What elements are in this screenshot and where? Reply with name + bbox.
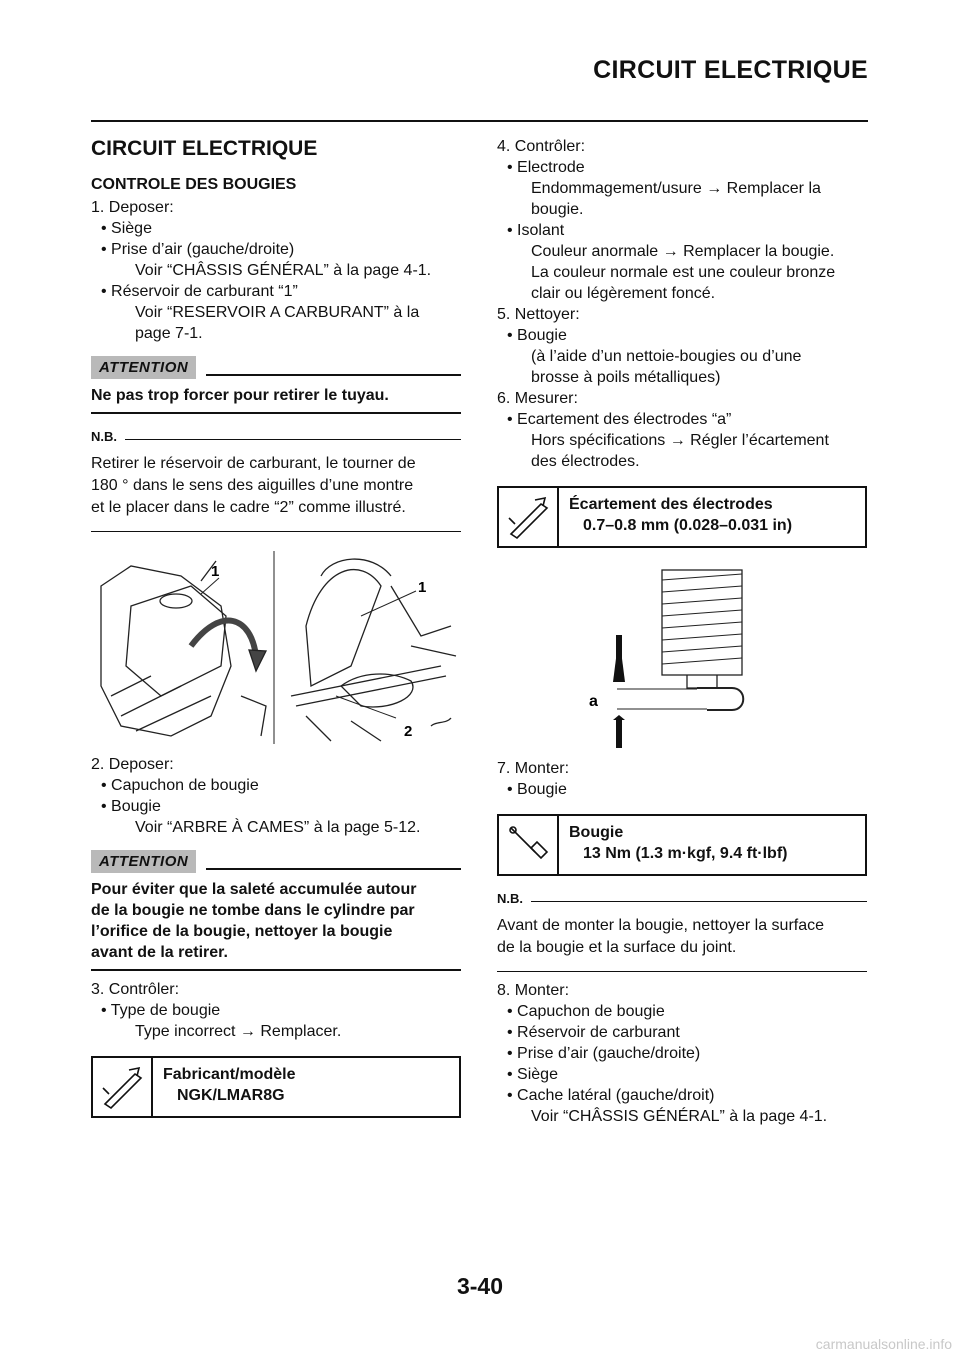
step-4-detail: La couleur normale est une couleur bronze bbox=[531, 264, 836, 281]
caliper-icon bbox=[499, 488, 559, 546]
step-6-heading: 6. Mesurer: bbox=[497, 390, 578, 407]
note-rule bbox=[125, 439, 461, 440]
step-2-item: • Capuchon de bougie bbox=[101, 777, 259, 794]
step-8-item: • Réservoir de carburant bbox=[507, 1024, 680, 1041]
step-2-item: • Bougie bbox=[101, 798, 161, 815]
step-8-heading: 8. Monter: bbox=[497, 982, 570, 999]
note-label: N.B. bbox=[497, 891, 523, 906]
spec-box-electrode-gap bbox=[497, 486, 867, 548]
step-8-item: • Capuchon de bougie bbox=[507, 1003, 665, 1020]
step-1-ref: page 7-1. bbox=[135, 325, 203, 342]
subsection-title: CONTROLE DES BOUGIES bbox=[91, 176, 297, 193]
spec-label: Écartement des électrodes bbox=[569, 496, 773, 513]
note-header bbox=[91, 426, 461, 447]
spec-text bbox=[559, 816, 787, 874]
spec-text bbox=[559, 488, 792, 546]
step-6-item: • Ecartement des électrodes “a” bbox=[507, 411, 732, 428]
step-3-ref: Type incorrect → Remplacer. bbox=[135, 1023, 342, 1040]
step-4-item: • Isolant bbox=[507, 222, 565, 239]
step-8-item: • Siège bbox=[507, 1066, 558, 1083]
step-5-detail: brosse à poils métalliques) bbox=[531, 369, 721, 386]
attention-header bbox=[91, 356, 461, 379]
spec-box-plug-type bbox=[91, 1056, 461, 1118]
attention-rule bbox=[206, 868, 461, 870]
watermark: carmanualsonline.info bbox=[815, 1336, 952, 1352]
spec-text bbox=[153, 1058, 295, 1116]
step-2-heading: 2. Deposer: bbox=[91, 756, 174, 773]
step-8-ref: Voir “CHÂSSIS GÉNÉRAL” à la page 4-1. bbox=[531, 1108, 828, 1125]
step-4-detail: Endommagement/usure → Remplacer la bbox=[531, 180, 821, 197]
step-1-ref: Voir “CHÂSSIS GÉNÉRAL” à la page 4-1. bbox=[135, 262, 432, 279]
header-rule bbox=[91, 120, 868, 122]
caliper-icon bbox=[93, 1058, 153, 1116]
running-header-title: CIRCUIT ELECTRIQUE bbox=[593, 56, 868, 84]
spec-label: Bougie bbox=[569, 824, 624, 841]
step-4-heading: 4. Contrôler: bbox=[497, 138, 586, 155]
step-4-detail: bougie. bbox=[531, 201, 584, 218]
gap-label: a bbox=[589, 693, 598, 710]
note-header bbox=[497, 888, 867, 909]
step-5-heading: 5. Nettoyer: bbox=[497, 306, 580, 323]
note-body bbox=[91, 447, 461, 532]
spec-value: 13 Nm (1.3 m·kgf, 9.4 ft·lbf) bbox=[583, 845, 788, 862]
step-4-detail: clair ou légèrement foncé. bbox=[531, 285, 716, 302]
attention-line: de la bougie ne tombe dans le cylindre par bbox=[91, 902, 415, 919]
note-line: Avant de monter la bougie, nettoyer la surface bbox=[497, 917, 825, 934]
step-3-heading: 3. Contrôler: bbox=[91, 981, 180, 998]
attention-text: Ne pas trop forcer pour retirer le tuyau. bbox=[91, 379, 461, 414]
note-label: N.B. bbox=[91, 429, 117, 444]
note-body bbox=[497, 909, 867, 972]
note-rule bbox=[531, 901, 867, 902]
fuel-tank-drawing bbox=[91, 546, 461, 746]
right-column bbox=[497, 136, 867, 1127]
attention-line: l’orifice de la bougie, nettoyer la bougie bbox=[91, 923, 393, 940]
step-4-item: • Electrode bbox=[507, 159, 585, 176]
step-1-ref: Voir “RESERVOIR A CARBURANT” à la bbox=[135, 304, 420, 321]
step-1-item: • Prise d’air (gauche/droite) bbox=[101, 241, 295, 258]
step-8-item: • Cache latéral (gauche/droit) bbox=[507, 1087, 715, 1104]
fuel-tank-illustration bbox=[91, 546, 461, 746]
step-2-ref: Voir “ARBRE À CAMES” à la page 5-12. bbox=[135, 819, 421, 836]
attention-line: Pour éviter que la saleté accumulée autour bbox=[91, 881, 417, 898]
spec-label: Fabricant/modèle bbox=[163, 1066, 296, 1083]
step-7-heading: 7. Monter: bbox=[497, 760, 570, 777]
step-6-detail: des électrodes. bbox=[531, 453, 640, 470]
spark-plug-illustration bbox=[497, 560, 867, 750]
spec-box-torque bbox=[497, 814, 867, 876]
spark-plug-drawing bbox=[497, 560, 867, 750]
spec-value: NGK/LMAR8G bbox=[177, 1087, 285, 1104]
attention-header bbox=[91, 850, 461, 873]
step-7-item: • Bougie bbox=[507, 781, 567, 798]
attention-badge: ATTENTION bbox=[91, 850, 196, 873]
attention-line: avant de la retirer. bbox=[91, 944, 228, 961]
attention-badge: ATTENTION bbox=[91, 356, 196, 379]
left-column bbox=[91, 136, 461, 1128]
step-1-item: • Siège bbox=[101, 220, 152, 237]
torque-wrench-icon bbox=[499, 816, 559, 874]
note-line: 180 ° dans le sens des aiguilles d’une montre bbox=[91, 477, 414, 494]
attention-text bbox=[91, 873, 461, 971]
section-title: CIRCUIT ELECTRIQUE bbox=[91, 137, 318, 160]
spec-value: 0.7–0.8 mm (0.028–0.031 in) bbox=[583, 517, 793, 534]
figure-label: 1 bbox=[418, 579, 427, 596]
step-1-item: • Réservoir de carburant “1” bbox=[101, 283, 298, 300]
step-4-detail: Couleur anormale → Remplacer la bougie. bbox=[531, 243, 835, 260]
step-3-item: • Type de bougie bbox=[101, 1002, 221, 1019]
note-line: Retirer le réservoir de carburant, le tourner de bbox=[91, 455, 416, 472]
figure-label: 2 bbox=[404, 723, 413, 740]
step-5-detail: (à l’aide d’un nettoie-bougies ou d’une bbox=[531, 348, 802, 365]
note-line: de la bougie et la surface du joint. bbox=[497, 939, 737, 956]
note-line: et le placer dans le cadre “2” comme illustré. bbox=[91, 499, 406, 516]
step-6-detail: Hors spécifications → Régler l’écartement bbox=[531, 432, 829, 449]
figure-label: 1 bbox=[211, 563, 220, 580]
step-8-item: • Prise d’air (gauche/droite) bbox=[507, 1045, 701, 1062]
step-1-heading: 1. Deposer: bbox=[91, 199, 174, 216]
attention-rule bbox=[206, 374, 461, 376]
step-5-item: • Bougie bbox=[507, 327, 567, 344]
page-number: 3-40 bbox=[456, 1273, 504, 1299]
